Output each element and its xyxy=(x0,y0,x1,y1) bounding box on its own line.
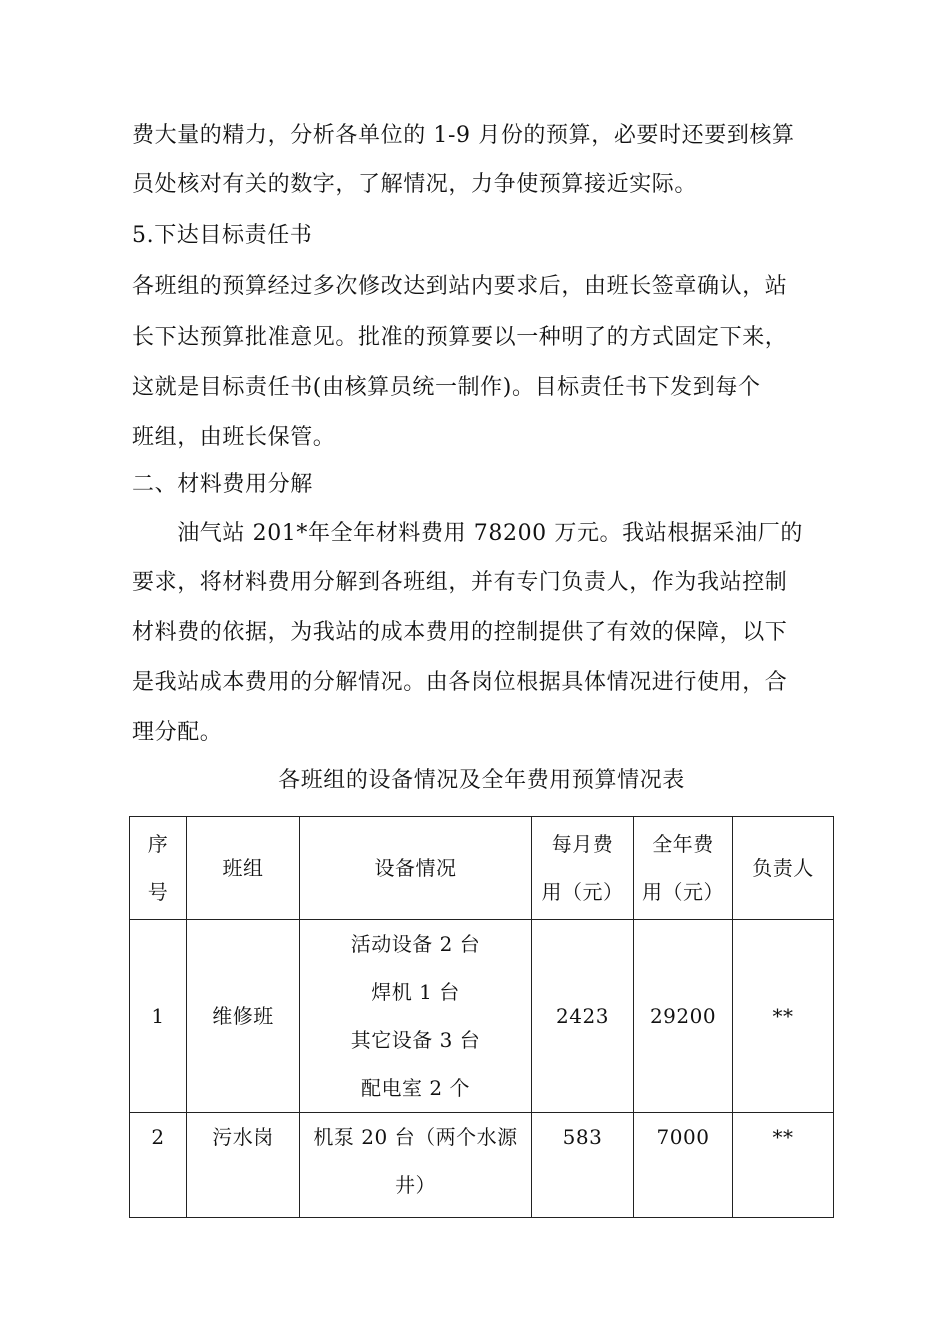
paragraph-line: 理分配。 xyxy=(132,720,223,745)
paragraph-line: 是我站成本费用的分解情况。由各岗位根据具体情况进行使用，合 xyxy=(132,670,788,695)
table-header-row xyxy=(130,817,834,920)
paragraph-line: 材料费的依据，为我站的成本费用的控制提供了有效的保障，以下 xyxy=(132,620,788,645)
paragraph-line: 班组，由班长保管。 xyxy=(132,425,336,450)
header-owner: 负责人 xyxy=(733,817,834,920)
paragraph-line: 油气站 201*年全年材料费用 78200 万元。我站根据采油厂的 xyxy=(132,521,803,546)
cell-seq: 1 xyxy=(130,920,187,1113)
equipment-line: 其它设备 3 台 xyxy=(350,1028,481,1052)
header-equipment: 设备情况 xyxy=(300,817,532,920)
equipment-line: 机泵 20 台（两个水源 xyxy=(313,1125,518,1149)
section-heading: 二、材料费用分解 xyxy=(132,472,313,497)
paragraph-line: 员处核对有关的数字，了解情况，力争使预算接近实际。 xyxy=(132,172,698,197)
cell-owner: ** xyxy=(733,1113,834,1218)
table-row xyxy=(130,920,834,1113)
cell-team: 污水岗 xyxy=(187,1113,300,1218)
equipment-line: 井） xyxy=(395,1173,436,1197)
header-monthly xyxy=(532,817,634,920)
header-annual-line: 用（元） xyxy=(642,880,724,904)
header-seq-line: 序 xyxy=(147,832,169,856)
cell-seq: 2 xyxy=(130,1113,187,1218)
paragraph-line: 各班组的预算经过多次修改达到站内要求后，由班长签章确认，站 xyxy=(132,274,788,299)
equipment-line: 焊机 1 台 xyxy=(371,980,460,1004)
header-team: 班组 xyxy=(187,817,300,920)
header-seq xyxy=(130,817,187,920)
section-heading: 5.下达目标责任书 xyxy=(132,223,313,248)
header-monthly-line: 每月费 xyxy=(551,832,614,856)
cell-monthly: 583 xyxy=(532,1113,634,1218)
header-annual xyxy=(634,817,733,920)
table-caption: 各班组的设备情况及全年费用预算情况表 xyxy=(278,768,685,793)
paragraph-line: 费大量的精力，分析各单位的 1-9 月份的预算，必要时还要到核算 xyxy=(132,123,795,148)
cell-annual: 7000 xyxy=(634,1113,733,1218)
cell-equipment xyxy=(300,1113,532,1218)
budget-table xyxy=(129,816,834,1218)
equipment-line: 活动设备 2 台 xyxy=(350,932,481,956)
cell-monthly: 2423 xyxy=(532,920,634,1113)
header-monthly-line: 用（元） xyxy=(541,880,624,904)
cell-owner: ** xyxy=(733,920,834,1113)
paragraph-line: 长下达预算批准意见。批准的预算要以一种明了的方式固定下来， xyxy=(132,325,788,350)
cell-annual: 29200 xyxy=(634,920,733,1113)
header-annual-line: 全年费 xyxy=(652,832,714,856)
paragraph-line: 要求，将材料费用分解到各班组，并有专门负责人，作为我站控制 xyxy=(132,570,788,595)
equipment-line: 配电室 2 个 xyxy=(361,1076,470,1100)
cell-team: 维修班 xyxy=(187,920,300,1113)
header-seq-line: 号 xyxy=(147,880,169,904)
table-row xyxy=(130,1113,834,1218)
cell-equipment xyxy=(300,920,532,1113)
paragraph-line: 这就是目标责任书(由核算员统一制作)。目标责任书下发到每个 xyxy=(132,375,761,400)
